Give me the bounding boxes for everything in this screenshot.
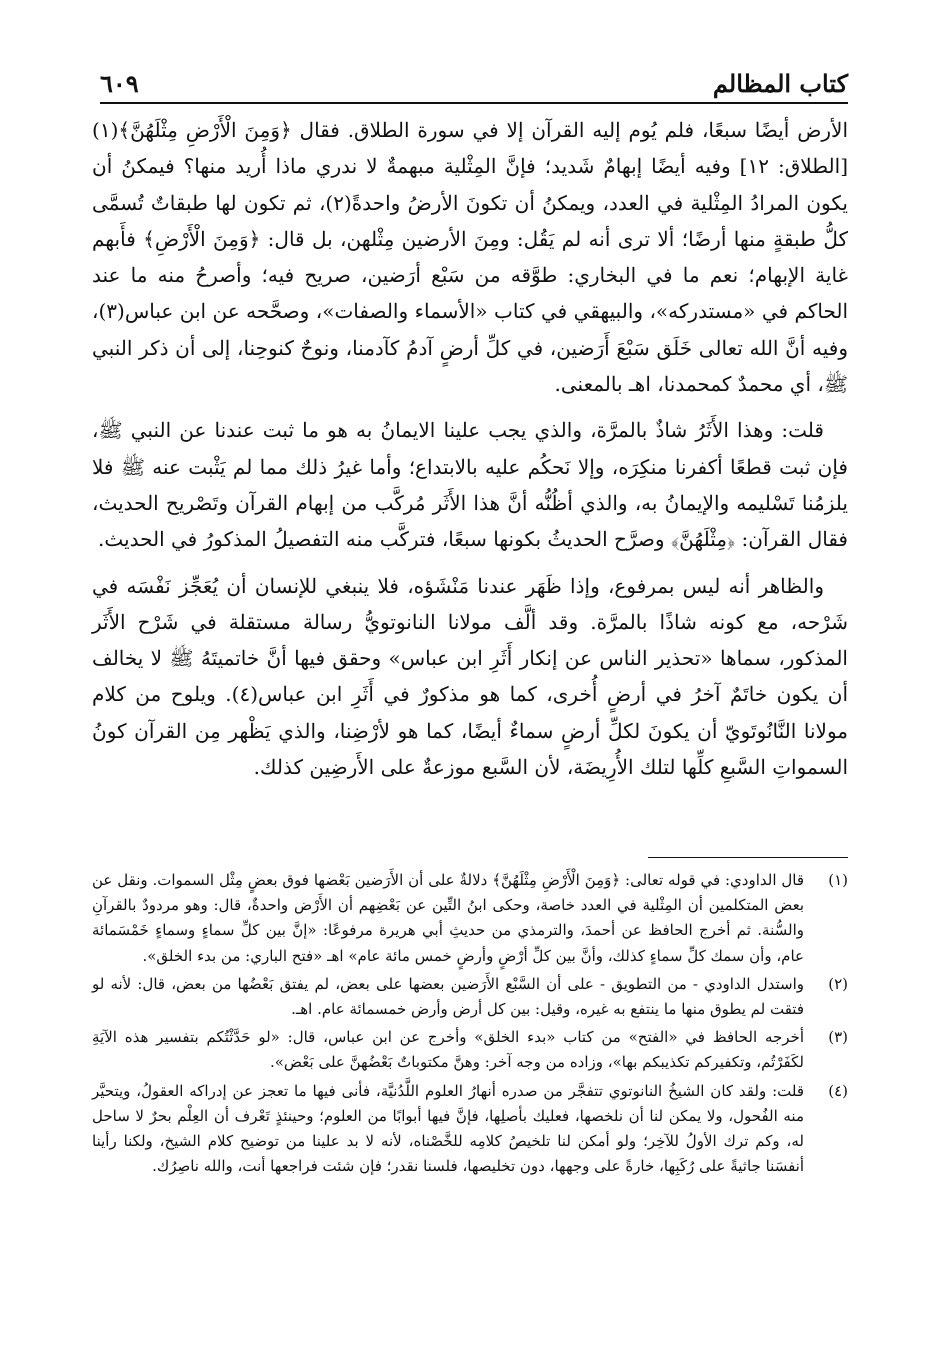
footnote-number: (٤)	[828, 1081, 848, 1100]
footnote-number: (١)	[828, 871, 848, 889]
footnote-divider	[648, 857, 848, 858]
footnote-text: أخرجه الحافظ في «الفتح» من كتاب «بدء الخلق» وأخرج عن ابن عباس، قال: «لو حَدَّثْتُكم بتفسير هذه الآيَةِ لكَفَرْتُم، وتكفيركم تكذيبكم بها»، وزاده من وجه آخر: وهنَّ مكتوباتٌ بَعْضُهنَّ على بَعْض».	[92, 1028, 804, 1072]
page-header	[100, 60, 848, 104]
footnote-number: (٣)	[828, 1028, 848, 1047]
paragraph: قلت: وهذا الأَثَرُ شاذٌ بالمرَّة، والذي يجب علينا الايمانُ به هو ما ثبت عندنا عن النبي ﷺ، فإن ثبت قطعًا أكفرنا منكِرَه، وإلا نَحكُم عليه بالابتداع؛ وأما غيرُ ذلك مما لم يَثْبت عنه ﷺ فلا يلزمُنا تَسْليمه والإيمانُ به، والذي أظُنُّه أنَّ هذا الأَثَر مُركَّب من إبهام القرآن وتَصْريح الحديث، فقال القرآن: ﴿مِثْلَهُنَّ﴾ وصرَّح الحديثُ بكونها سبعًا، فتركَّب منه التفصيلُ المذكورُ في الحديث.	[92, 418, 848, 552]
main-text	[92, 112, 848, 795]
footnote	[92, 972, 848, 1022]
footnote-text: قال الداودي: في قوله تعالى: ﴿وَمِنَ الْأَرْضِ مِثْلَهُنَّ﴾ دلالةٌ على أن الأَرَضين بَعْضها فوق بعضٍ مِثْل السموات. ونقل عن بعض المتكلمين أن المِثْلية في العدد خاصة، وحكى ابنُ التِّين عن بَعْضِهم أن الأَرْض واحدةٌ، قال: وهو مردودٌ بالقرآنِ والسُّنة. ثم أخرج الحافظ عن أحمدَ، والترمذي من حديثِ أبي هريرة مرفوعًا: «إنَّ بين كلِّ سماءٍ وسماءٍ خَمْسَمائة عام، وأن سمك كلِّ سماءٍ كذلك، وأنَّ بين كلِّ أرْضٍ وأرضٍ خمس مائة عام» اهـ «فتح الباري: من بدء الخلق».	[92, 871, 804, 965]
paragraph: الأرض أيضًا سبعًا، فلم يُوم إليه القرآن إلا في سورة الطلاق. فقال ﴿وَمِنَ الْأَرْضِ مِثْلَهُنَّ﴾(١) [الطلاق: ١٢] وفيه أيضًا إبهامٌ شَديد؛ فإنَّ المِثْلية مبهمةٌ لا ندري ماذا أُريد منها؟ فيمكنُ أن يكون المرادُ المِثْلية في العدد، ويمكنُ أن تكونَ الأرضُ واحدةً(٢)، ثم تكون لها طبقاتٌ تُسمَّى كلُّ طبقةٍ منها أرضًا؛ ألا ترى أنه لم يَقُل: ومِنَ الأرضين مِثْلهن، بل قال: ﴿وَمِنَ الْأَرْضِ﴾ فأَبهم غاية الإبهام؛ نعم ما في البخاري: طوَّقه من سَبْع أرَضين، صريح فيه؛ وأصرحُ منه ما عند الحاكم في «مستدركه»، والبيهقي في كتاب «الأسماء والصفات»، وصحَّحه عن ابن عباس(٣)، وفيه أنَّ الله تعالى خَلَق سَبْعَ أَرَضين، في كلِّ أرضٍ آدمُ كآدمنا، ونوحٌ كنوحِنا، إلى أن ذكر النبي ﷺ، أي محمدٌ كمحمدنا، اهـ بالمعنى.	[92, 118, 848, 397]
running-title: كتاب المظالم	[712, 69, 848, 98]
footnote	[92, 1025, 848, 1075]
footnote	[92, 1079, 848, 1180]
footnote	[92, 868, 848, 969]
footnotes	[92, 868, 848, 1182]
footnote-text: واستدل الداودي - من التطويق - على أن السَّبْع الأَرَضين بعضها على بعض، لم يفتق بَعْضُها من بعض، قال: لأنه لو فتقت لم يطوق منها ما ينتفع به غيره، وقيل: بين كل أرض وأرض خمسمائة عام. اهـ.	[92, 974, 804, 1019]
footnote-number: (٢)	[828, 974, 848, 993]
page-number: ٦٠٩	[100, 69, 139, 98]
footnote-text: قلت: ولقد كان الشيخُ النانوتوي تتفجَّر من صدره أنهارُ العلوم اللَّدُنيَّة، فأنى فيها ما تعجز عن إدراكه العقولُ، ويتحيَّر منه الفُحول، ولا يمكن لنا أن نلخصها، فعليك بأصلِها، فإنَّ فيها أبوابًا من العلوم؛ وحينئذٍ تَعْرف أن العِلْم بحرٌ لا ساحل له، وكم ترك الأولُ للآخِر؛ ولو أمكن لنا تلخيصُ كلامِه للخَّصْناه، لأنه لا بد علينا من توضيح كلام الشيخ، ولكنا رأينا أنفسَنا جاثيةً على رُكَبِها، خارةً على وجهها، دون تخليصها، فلسنا نقدر؛ فإن شئت فراجعها أنت، والله ناصِرُك.	[92, 1081, 804, 1176]
paragraph: والظاهر أنه ليس بمرفوع، وإذا ظَهَر عندنا مَنْشَؤه، فلا ينبغي للإنسان أن يُعَجِّز نَفْسَه في شَرْحه، مع كونه شاذًا بالمرَّة. وقد ألَّف مولانا النانوتويُّ رسالة مستقلة في شَرْح الأَثَر المذكور، سماها «تحذير الناس عن إنكار أَثَرِ ابن عباس» وحقق فيها أنَّ خاتميتَهُ ﷺ لا يخالف أن يكون خاتَمٌ آخرُ في أرضٍ أُخرى، كما هو مذكورٌ في أَثَرِ ابن عباس(٤). ويلوح من كلام مولانا النَّانُوتَويّ أن يكونَ لكلِّ أرضٍ سماءٌ أيضًا، كما هو لأرْضِنا، والذي يَظْهر مِن القرآن كونُ السمواتِ السَّبعِ كلِّها لتلك الأُرِيضَة، لأن السَّبع موزعةٌ على الأَرضِين كذلك.	[92, 573, 848, 780]
